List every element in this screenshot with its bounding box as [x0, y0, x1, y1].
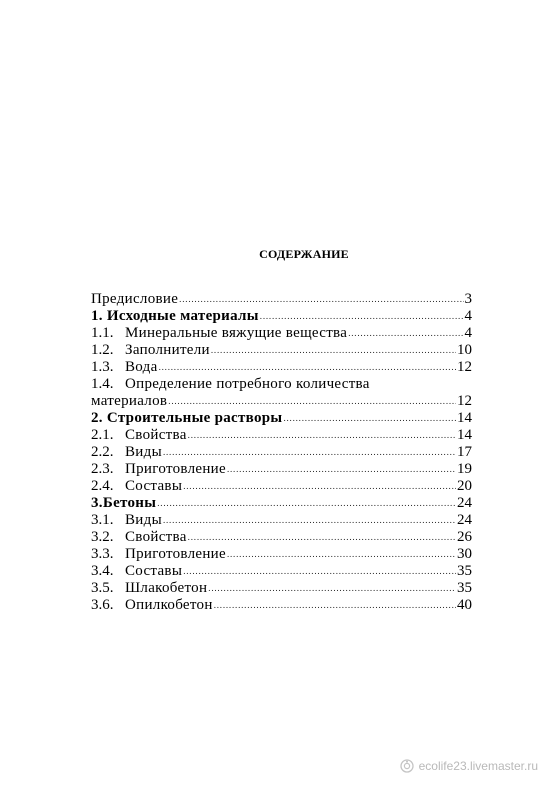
toc-leader-dots	[208, 580, 456, 597]
toc-leader-dots	[183, 478, 456, 495]
toc-entry-title: Составы	[125, 563, 183, 579]
toc-entry	[91, 597, 472, 614]
toc-entry-number: 1.3.	[91, 359, 114, 375]
toc-entry-page: 35	[457, 580, 472, 596]
toc-entry-page: 10	[457, 342, 472, 358]
toc-entry-number: 3.5.	[91, 580, 114, 596]
toc-entry-title: Предисловие	[91, 291, 179, 307]
toc-leader-dots	[348, 325, 463, 342]
toc-entry-number: 3.3.	[91, 546, 114, 562]
toc-leader-dots	[188, 427, 456, 444]
toc-entry	[91, 546, 472, 563]
toc-entry-page: 24	[457, 495, 472, 511]
toc-entry	[91, 376, 472, 393]
toc-entry	[91, 563, 472, 580]
toc-entry-number: 1.4.	[91, 376, 114, 392]
toc-leader-dots	[163, 512, 456, 529]
toc-entry-number: 2.3.	[91, 461, 114, 477]
toc-entry-title: Приготовление	[125, 546, 226, 562]
toc-entry	[91, 359, 472, 376]
toc-leader-dots	[179, 291, 463, 308]
toc-entry-page: 40	[457, 597, 472, 613]
toc-entry-number: 2.4.	[91, 478, 114, 494]
toc-entry	[91, 393, 472, 410]
watermark-text: ecolife23.livemaster.ru	[418, 759, 538, 773]
toc-leader-dots	[283, 410, 456, 427]
toc-entry-number: 3.1.	[91, 512, 114, 528]
toc-leader-dots	[260, 308, 464, 325]
toc-entry	[91, 291, 472, 308]
toc-entry-number: 1.1.	[91, 325, 114, 341]
toc-entry-title: материалов	[91, 393, 168, 409]
toc-entry	[91, 580, 472, 597]
toc-entry-title: 3.Бетоны	[91, 495, 157, 511]
toc-entry-page: 19	[457, 461, 472, 477]
toc-entry-title: Приготовление	[125, 461, 226, 477]
toc-entry-page: 4	[464, 325, 472, 341]
toc-entry-page: 30	[457, 546, 472, 562]
toc-entry-page: 4	[464, 308, 472, 324]
toc-entry-title: 1. Исходные материалы	[91, 308, 259, 324]
toc-entry	[91, 495, 472, 512]
toc-entry-title: Свойства	[125, 529, 187, 545]
toc-entry-title: Шлакобетон	[125, 580, 208, 596]
toc-leader-dots	[214, 597, 456, 614]
toc-leader-dots	[183, 563, 456, 580]
toc-leader-dots	[168, 393, 456, 410]
toc-entry	[91, 308, 472, 325]
toc-entry-title: Виды	[125, 444, 162, 460]
toc-entry-number: 1.2.	[91, 342, 114, 358]
toc-entry	[91, 427, 472, 444]
toc-entry-page: 14	[457, 427, 472, 443]
toc-entry-number: 2.2.	[91, 444, 114, 460]
toc-entry	[91, 512, 472, 529]
toc-entry	[91, 410, 472, 427]
toc-entry-page: 24	[457, 512, 472, 528]
toc-entry-number: 2.1.	[91, 427, 114, 443]
toc-entry-page: 17	[457, 444, 472, 460]
toc-entry	[91, 342, 472, 359]
toc-leader-dots	[227, 461, 456, 478]
toc-entry-title: Опилкобетон	[125, 597, 213, 613]
toc-entry	[91, 325, 472, 342]
toc-entry-title: Виды	[125, 512, 162, 528]
toc-entry	[91, 444, 472, 461]
toc-entry-page: 12	[457, 393, 472, 409]
toc-entry-page: 3	[464, 291, 472, 307]
toc-entry-title: Заполнители	[125, 342, 210, 358]
toc-leader-dots	[211, 342, 456, 359]
watermark	[400, 759, 538, 773]
toc-entry-title: Вода	[125, 359, 158, 375]
toc-leader-dots	[159, 359, 456, 376]
toc-entry-page: 12	[457, 359, 472, 375]
toc-entry-title: Минеральные вяжущие вещества	[125, 325, 348, 341]
toc-heading: СОДЕРЖАНИЕ	[259, 247, 349, 261]
toc-leader-dots	[157, 495, 456, 512]
toc-entry-page: 26	[457, 529, 472, 545]
toc-entry-title: Свойства	[125, 427, 187, 443]
toc-entry-number: 3.6.	[91, 597, 114, 613]
toc-leader-dots	[227, 546, 456, 563]
toc-leader-dots	[188, 529, 456, 546]
toc-entry-page: 20	[457, 478, 472, 494]
table-of-contents	[91, 291, 472, 614]
toc-entry	[91, 461, 472, 478]
livemaster-logo-icon	[400, 759, 414, 773]
toc-entry	[91, 478, 472, 495]
toc-entry-title: Определение потребного количества	[125, 376, 370, 392]
toc-entry-title: Составы	[125, 478, 183, 494]
toc-entry-number: 3.2.	[91, 529, 114, 545]
toc-leader-dots	[163, 444, 456, 461]
toc-entry-title: 2. Строительные растворы	[91, 410, 283, 426]
toc-entry-page: 14	[457, 410, 472, 426]
toc-entry-number: 3.4.	[91, 563, 114, 579]
toc-entry-page: 35	[457, 563, 472, 579]
toc-entry	[91, 529, 472, 546]
